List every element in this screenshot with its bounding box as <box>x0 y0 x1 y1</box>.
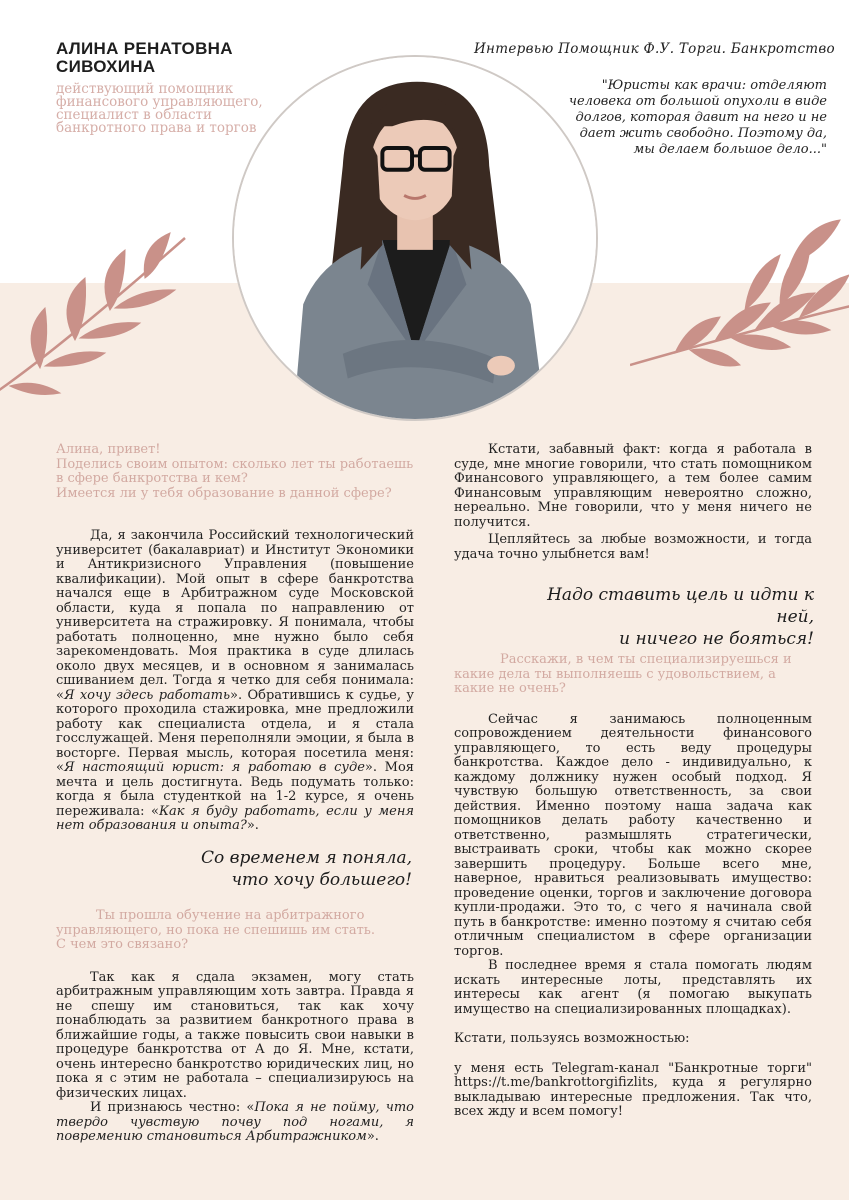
script-quote-1 <box>200 847 412 891</box>
answer-3-quote: Пока я не пойму, что твердо чувствую почву под ногами, я повремению становиться Арбитражником <box>56 1100 414 1144</box>
answer-1 <box>56 529 414 834</box>
question-1-line-2: Поделись своим опытом: сколько лет ты работаешь в сфере банкротства и кем? <box>56 456 414 486</box>
script-quote-2-line-2: и ничего не бояться! <box>619 629 814 649</box>
right-column <box>454 443 812 562</box>
question-3-line-1: Расскажи, в чем ты специализируешься и <box>500 652 792 667</box>
question-3-line-2: какие дела ты выполняешь с удовольствием, а <box>454 666 776 682</box>
answer-6: Кстати, пользуясь возможностью: <box>454 1031 690 1046</box>
right-paragraph-2: Цепляйтесь за любые возможности, и тогда удача точно улыбнется вам! <box>454 532 812 562</box>
right-column-lower <box>454 653 812 1120</box>
question-1-line-1: Алина, привет! <box>56 442 161 457</box>
answer-1-quote-1: Я хочу здесь работать <box>63 687 231 703</box>
person-role: действующий помощник финансового управляющего, специалист в области банкротного права и торгов <box>56 81 263 136</box>
left-column <box>56 443 414 834</box>
answer-5: В последнее время я стала помогать людям искать интересные лоты, представлять их интересы как агент (я помогаю выкупать имущество на специализированных площадках). <box>454 958 812 1017</box>
question-3 <box>454 653 812 697</box>
portrait-photo <box>232 55 598 421</box>
question-2 <box>56 909 414 924</box>
right-paragraph-1: Кстати, забавный факт: когда я работала в суде, мне многие говорили, что стать помощником Финансового управляющего, а тем более самим Финансовым управляющим невероятно сложно, нереально. Мне говорили, что у меня ничего не получится. <box>454 442 812 530</box>
answer-1-quote-3: Как я буду работать, если у меня нет образования и опыта? <box>56 803 414 833</box>
question-1-line-3: Имеется ли у тебя образование в данной сфере? <box>56 485 392 501</box>
answer-1-text-3: ». Моя мечта и цель достигнута. Ведь подумать только: когда я была студенткой на 1-2 курсе, я очень переживала: « <box>56 760 414 819</box>
person-name <box>56 40 233 76</box>
person-name-line2: СИВОХИНА <box>56 57 156 76</box>
left-leaf-branch-icon <box>0 228 200 408</box>
question-2-line-2: управляющего, но пока не спешишь им стать. <box>56 922 375 938</box>
script-quote-1-line-2: что хочу большего! <box>231 870 412 890</box>
script-quote-2-line-1: Надо ставить цель и идти к ней, <box>547 585 814 627</box>
script-quote-1-line-1: Со временем я поняла, <box>200 848 412 868</box>
question-3-line-3: какие не очень? <box>454 681 566 696</box>
answer-1-text: Да, я закончила Российский технологический университет (бакалавриат) и Институт Экономики и Антикризисного Управления (повышение квалификации). Мой опыт в сфере банкротства начался еще в Арбитражном суде Московской области, куда я попала по направлению от университета на стражировку. Я понимала, чтобы работать полноценно, мне нужно было себя зарекомендовать. Моя практика в суде длилась около двух месяцев, и в основном я занималась сшиванием дел. Тогда я четко для себя понимала: « <box>56 528 414 703</box>
left-column-lower <box>56 909 414 1145</box>
header-quote: "Юристы как врачи: отделяют человека от большой опухоли в виде долгов, которая давит на него и не дает жить свободно. Поэтому да, мы делаем большое дело..." <box>568 78 827 157</box>
portrait-illustration <box>234 57 596 419</box>
question-2-rest <box>56 924 414 953</box>
question-2-line-3: С чем это связано? <box>56 937 189 952</box>
person-name-line1: АЛИНА РЕНАТОВНА <box>56 39 233 58</box>
right-leaf-branch-icon <box>630 205 849 375</box>
script-quote-2 <box>520 584 814 650</box>
answer-1-text-2: ». Обратившись к судье, у которого проходила стажировка, мне предложили работу как специалиста отдела, и я стала госслужащей. Меня переполняли эмоции, я была в восторге. Первая мысль, которая посетила меня: « <box>56 687 414 775</box>
answer-1-text-4: ». <box>246 818 259 833</box>
question-1 <box>56 443 414 501</box>
answer-7: у меня есть Telegram-канал "Банкротные торги" https://t.me/bankrottorgifizlits, куда я регулярно выкладываю интересные предложения. Так что, всех жду и всем помогу! <box>454 1060 812 1119</box>
question-2-line-1: Ты прошла обучение на арбитражного <box>96 908 365 923</box>
interview-title: Интервью Помощник Ф.У. Торги. Банкротство <box>473 41 835 57</box>
answer-3 <box>56 1101 414 1145</box>
answer-4: Сейчас я занимаюсь полноценным сопровождением деятельности финансового управляющего, то есть веду процедуры банкротства. Каждое дело - индивидуально, к каждому должнику нужен особый подход. Я чувствую большую ответственность, за свои действия. Именно поэтому наша задача как помощников делать работу качественно и ответственно, размышлять стратегически, выстраивать сроки, чтобы как можно скорее завершить процедуру. Больше всего мне, наверное, нравиться реализовывать имущество: проведение оценки, торгов и заключение договора купли-продажи. Это то, с чего я начинала свой путь в банкротстве: именно поэтому я считаю себя отличным специалистом в сфере организации торгов. <box>454 711 812 959</box>
answer-3-text: И признаюсь честно: « <box>90 1100 255 1115</box>
answer-1-quote-2: Я настоящий юрист: я работаю в суде <box>63 760 365 775</box>
answer-2: Так как я сдала экзамен, могу стать арбитражным управляющим хоть завтра. Правда я не спешу им становиться, так как хочу понаблюдать за развитием банкротного права в ближайшие годы, а также повысить свои навыки в процедуре банкротства от А до Я. Мне, кстати, очень интересно банкротство юридических лиц, но пока я с этим не работала – специализируюсь на физических лицах. <box>56 969 414 1101</box>
answer-3-text-2: ». <box>366 1129 379 1144</box>
